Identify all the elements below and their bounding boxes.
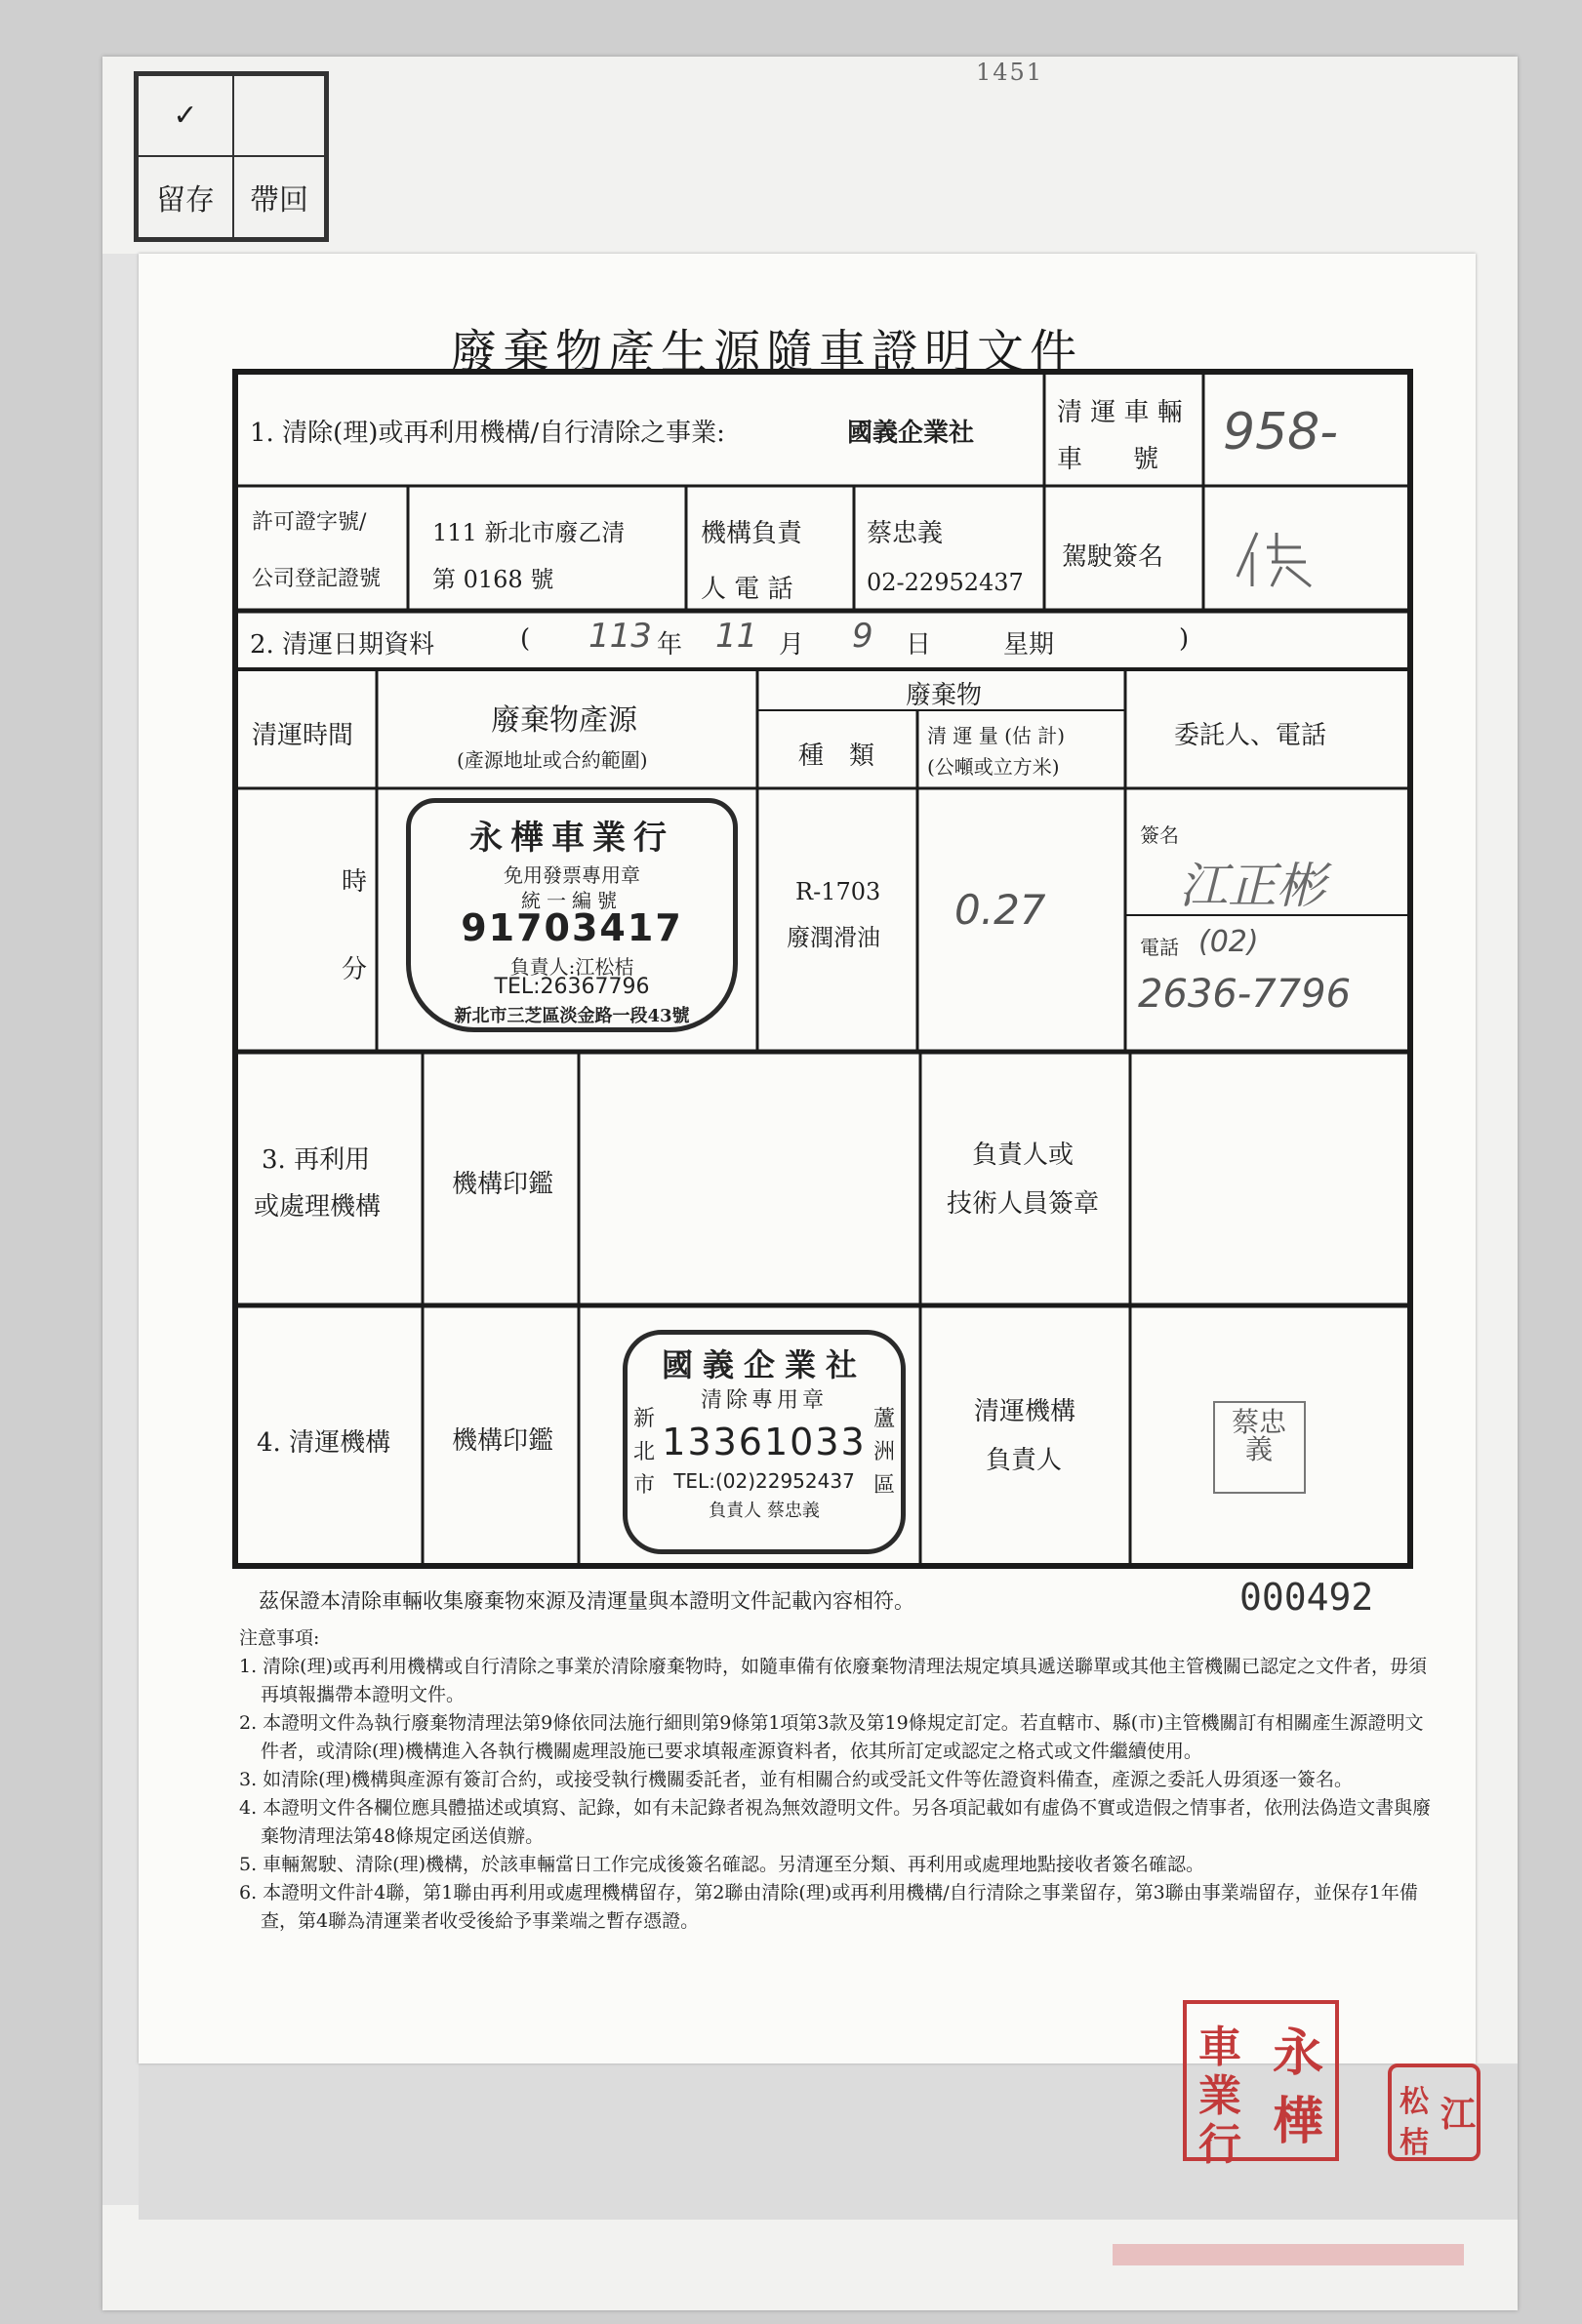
carrier-stamp-name: 國義企業社 xyxy=(661,1346,867,1383)
notes-title: 注意事項: xyxy=(239,1627,320,1649)
red-personal-char-1: 松 xyxy=(1399,2085,1429,2119)
hour-label: 時 xyxy=(342,867,368,897)
stamp-check-cell xyxy=(137,74,234,157)
stamp-return-cell: 帶回 xyxy=(232,155,326,239)
document-title: 廢棄物產生源隨車證明文件 xyxy=(449,325,1082,380)
red-chop-char-1: 車 xyxy=(1198,2023,1241,2072)
section2-label: 2. 清運日期資料 xyxy=(250,630,435,660)
source-stamp-name: 永樺車業行 xyxy=(469,819,674,858)
permit-label-2: 公司登記證號 xyxy=(252,567,382,591)
date-year: 113 xyxy=(588,617,652,656)
check-mark: ✓ xyxy=(173,99,198,133)
month-label: 月 xyxy=(779,630,805,660)
date-open-paren: ( xyxy=(520,624,531,654)
section3-label-2: 或處理機構 xyxy=(254,1192,382,1222)
col-waste-type: 種 類 xyxy=(798,741,875,771)
source-stamp-line1: 免用發票專用章 xyxy=(504,863,640,887)
quantity-handwritten: 0.27 xyxy=(954,886,1046,934)
note-5: 5. 車輛駕駛、清除(理)機構，於該車輛當日工作完成後簽名確認。另清運至分類、再利用或處理地點接收者簽名確認。 xyxy=(239,1854,1204,1875)
carrier-stamp-number: 13361033 xyxy=(662,1421,867,1463)
carrier-stamp-owner: 負責人 蔡忠義 xyxy=(709,1501,820,1521)
day-label: 日 xyxy=(906,630,932,660)
source-stamp-tel: TEL:26367796 xyxy=(494,975,650,999)
responsible-seal-text: 蔡忠義 xyxy=(1231,1406,1286,1465)
vehicle-label-2: 車 號 xyxy=(1057,445,1159,474)
guarantee-statement: 茲保證本清除車輛收集廢棄物來源及清運量與本證明文件記載內容相符。 xyxy=(259,1589,914,1613)
red-chop-char-2: 永 xyxy=(1273,2023,1324,2083)
notes-section xyxy=(239,1624,1440,1936)
section3-sign-label-1: 負責人或 xyxy=(972,1141,1075,1170)
date-month: 11 xyxy=(715,617,758,656)
section4-resp-label-2: 負責人 xyxy=(986,1446,1063,1475)
serial-number: 000492 xyxy=(1239,1576,1374,1619)
client-phone-label: 電話 xyxy=(1140,936,1179,959)
source-stamp-address: 新北市三芝區淡金路一段43號 xyxy=(454,1006,690,1026)
note-2: 2. 本證明文件為執行廢棄物清理法第9條依同法施行細則第9條第1項第3款及第19條規定訂定。若直轄市、縣(市)主管機關訂有相關產生源證明文件者，或清除(理)機構進入各執行機關處理設施已要求填報產源資料者，依其所訂定或認定之格式或文件繼續使用。 xyxy=(239,1712,1424,1762)
red-personal-char-3: 桔 xyxy=(1399,2126,1429,2160)
section4-seal-label: 機構印鑑 xyxy=(452,1426,554,1456)
note-6: 6. 本證明文件計4聯，第1聯由再利用或處理機構留存，第2聯由清除(理)或再利用機構/自行清除之事業留存，第3聯由事業端留存，並保存1年備查，第4聯為清運業者收受後給予事業端之暫存憑證。 xyxy=(239,1882,1418,1932)
routing-stamp-box xyxy=(134,71,329,242)
col-quantity: 清 運 量 (估 計) xyxy=(927,724,1066,747)
col-quantity-sub: (公噸或立方米) xyxy=(927,755,1060,779)
form-table xyxy=(232,369,1413,1569)
weekday-label: 星期 xyxy=(1003,630,1055,660)
client-signature: 江正彬 xyxy=(1179,858,1325,914)
stamp-empty-cell xyxy=(232,74,326,157)
scan-shadow-left xyxy=(102,254,139,2205)
year-label: 年 xyxy=(657,630,683,660)
carrier-stamp-right: 蘆洲區 xyxy=(873,1407,896,1498)
source-stamp-owner: 負責人:江松桔 xyxy=(509,955,634,979)
col-waste: 廢棄物 xyxy=(906,681,983,710)
date-day: 9 xyxy=(852,617,873,656)
col-source: 廢棄物產源 xyxy=(491,703,637,738)
waste-name: 廢潤滑油 xyxy=(787,924,880,951)
section4-label: 4. 清運機構 xyxy=(257,1428,391,1458)
date-close-paren: ) xyxy=(1179,624,1190,654)
note-1: 1. 清除(理)或再利用機構或自行清除之事業於清除廢棄物時，如隨車備有依廢棄物清理法規定填具遞送聯單或其他主管機關已認定之文件者，毋須再填報攜帶本證明文件。 xyxy=(239,1656,1427,1705)
section3-sign-label-2: 技術人員簽章 xyxy=(947,1189,1100,1219)
col-source-sub: (產源地址或合約範圍) xyxy=(457,748,648,772)
stamp-keep-cell: 留存 xyxy=(137,155,234,239)
vehicle-label-1: 清 運 車 輛 xyxy=(1057,398,1183,427)
company-name: 國義企業社 xyxy=(847,419,975,448)
red-stamp-bleed xyxy=(1113,2244,1464,2265)
carrier-stamp-left: 新北市 xyxy=(633,1407,656,1498)
section4-resp-label-1: 清運機構 xyxy=(974,1397,1076,1426)
note-4: 4. 本證明文件各欄位應具體描述或填寫、記錄，如有未記錄者視為無效證明文件。另各項記載如有虛偽不實或造假之情事者，依刑法偽造文書與廢棄物清理法第48條規定函送偵辦。 xyxy=(239,1797,1432,1847)
carrier-stamp-tel: TEL:(02)22952437 xyxy=(673,1469,855,1493)
driver-signature-label: 駕駛簽名 xyxy=(1062,542,1164,572)
red-personal-char-2: 江 xyxy=(1440,2094,1477,2135)
minute-label: 分 xyxy=(342,955,368,984)
source-stamp-line2: 統一編號 xyxy=(521,889,623,912)
col-client: 委託人、電話 xyxy=(1174,721,1327,750)
permit-label-1: 許可證字號/ xyxy=(252,510,367,535)
carrier-stamp-line1: 清除專用章 xyxy=(700,1388,828,1413)
owner-phone: 02-22952437 xyxy=(867,569,1024,596)
note-3: 3. 如清除(理)機構與產源有簽訂合約，或接受執行機關委託者，並有相關合約或受託文件等佐證資料備查，產源之委託人毋須逐一簽名。 xyxy=(239,1769,1353,1790)
source-company-stamp xyxy=(406,798,738,1032)
carrier-company-stamp xyxy=(623,1330,906,1554)
permit-value-1: 111 新北市廢乙清 xyxy=(432,519,626,546)
owner-phone-label-2: 人 電 話 xyxy=(701,575,793,604)
owner-name: 蔡忠義 xyxy=(867,519,944,548)
red-chop-char-3: 業 xyxy=(1198,2071,1241,2121)
section3-seal-label: 機構印鑑 xyxy=(452,1170,554,1199)
section3-label-1: 3. 再利用 xyxy=(262,1145,371,1175)
red-chop-char-4: 樺 xyxy=(1273,2092,1324,2151)
section1-label: 1. 清除(理)或再利用機構/自行清除之事業: xyxy=(250,419,725,448)
owner-phone-label-1: 機構負責 xyxy=(701,519,803,548)
red-company-chop xyxy=(1183,2000,1339,2170)
client-phone-area: (02) xyxy=(1198,925,1259,959)
driver-signature-mark xyxy=(1228,523,1325,591)
source-stamp-taxid: 91703417 xyxy=(461,906,683,949)
red-personal-chop xyxy=(1388,2064,1481,2161)
client-phone-number: 2636-7796 xyxy=(1138,972,1352,1017)
red-chop-char-5: 行 xyxy=(1198,2120,1241,2170)
col-time: 清運時間 xyxy=(252,721,354,750)
waste-code: R-1703 xyxy=(795,878,881,905)
vehicle-number-handwritten: 958- xyxy=(1223,403,1339,461)
top-number: 1451 xyxy=(976,59,1044,86)
responsible-seal xyxy=(1213,1401,1306,1494)
client-sign-label: 簽名 xyxy=(1140,823,1179,847)
permit-value-2: 第 0168 號 xyxy=(432,566,554,593)
